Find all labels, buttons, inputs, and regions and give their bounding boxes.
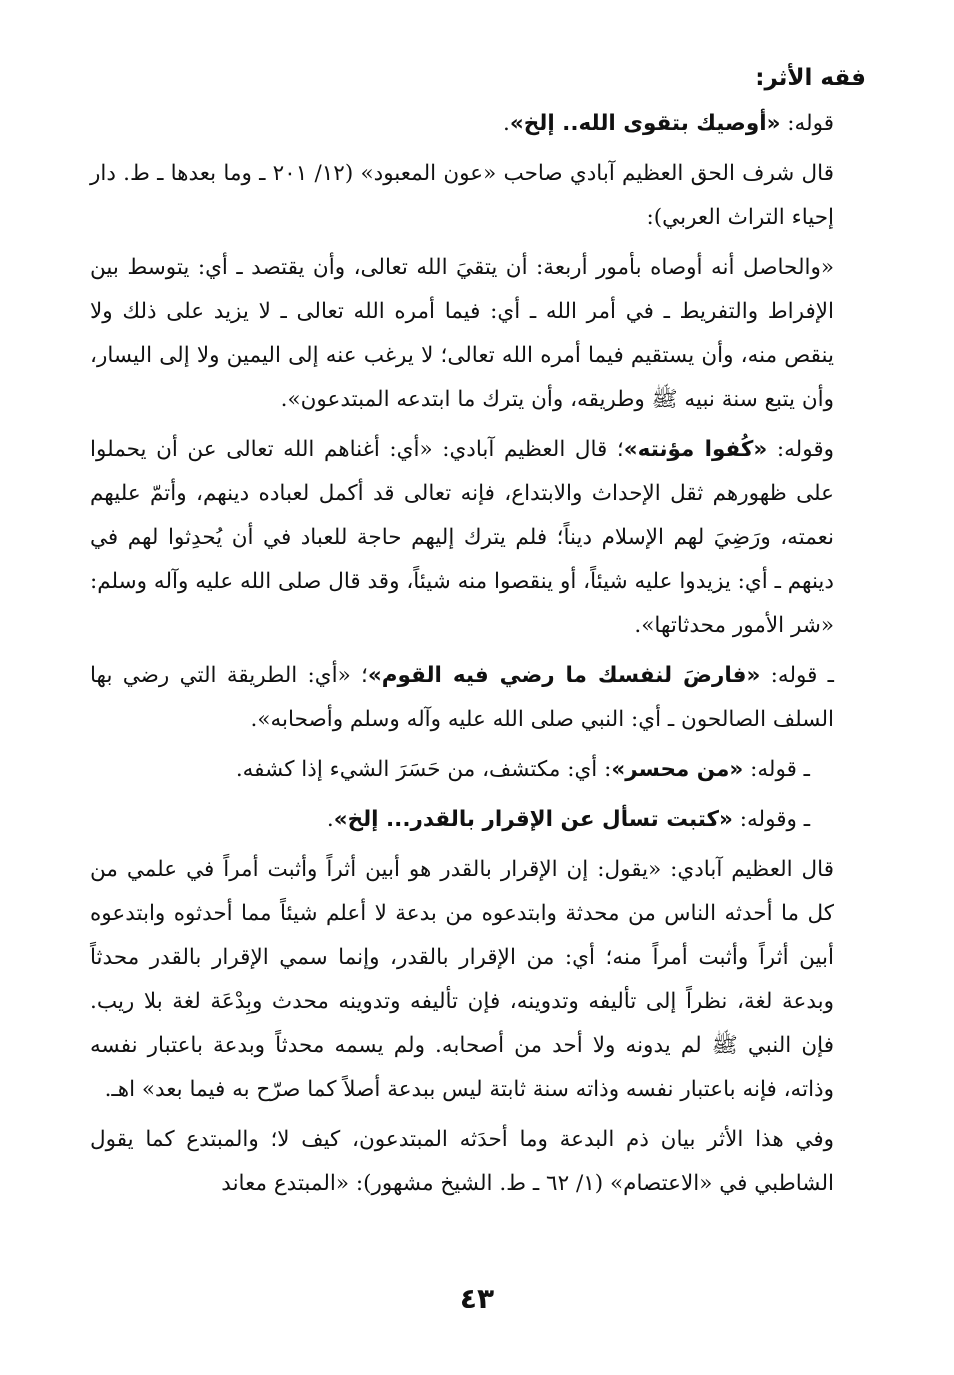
paragraph-7-quote: «كتبت تسأل عن الإقرار بالقدر... إلخ» bbox=[333, 807, 733, 832]
paragraph-1 bbox=[90, 102, 866, 146]
paragraph-5-quote: «فارضَ لنفسك ما رضي فيه القوم» bbox=[367, 663, 761, 688]
paragraph-7-tail: . bbox=[326, 807, 334, 832]
paragraph-7 bbox=[90, 798, 866, 842]
paragraph-6-tail: : أي: مكتشف، من حَسَرَ الشيء إذا كشفه. bbox=[235, 757, 612, 782]
paragraph-1-quote: «أوصيك بتقوى الله.. إلخ» bbox=[509, 111, 781, 136]
section-heading: فقه الأثر: bbox=[755, 65, 866, 91]
paragraph-4-quote: «كُفوا مؤنته» bbox=[623, 437, 768, 462]
paragraph-6 bbox=[90, 748, 866, 792]
paragraph-6-lead: ـ قوله: bbox=[743, 757, 810, 782]
paragraph-4-lead: وقوله: bbox=[767, 437, 834, 462]
paragraph-6-quote: «من محسر» bbox=[611, 757, 744, 782]
paragraph-9: وفي هذا الأثر بيان ذم البدعة وما أحدَثه المبتدعون، كيف لا؛ والمبتدع كما يقول الشاطبي في «الاعتصام» (١/ ٦٢ ـ ط. الشيخ مشهور): «المبتدع معاند bbox=[90, 1127, 834, 1196]
paragraph-5 bbox=[90, 654, 866, 742]
paragraph-4-tail: ؛ قال العظيم آبادي: «أي: أغناهم الله تعالى عن أن يحملوا على ظهورهم ثقل الإحداث والابتداع، فإنه تعالى قد أكمل لعباده دينهم، وأتمّ عليهم نعمته، ورَضِيَ لهم الإسلام ديناً؛ فلم يترك إليهم حاجة للعباد في أن يُحدِثوا لهم في دينهم ـ أي: يزيدوا عليه شيئاً، أو ينقصوا منه شيئاً، وقد قال صلى الله عليه وآله وسلم: «شر الأمور محدثاتها». bbox=[90, 437, 834, 638]
paragraph-7-lead: ـ وقوله: bbox=[732, 807, 810, 832]
paragraph-8: قال العظيم آبادي: «يقول: إن الإقرار بالقدر هو أبين أثراً وأثبت أمراً في علمي من كل ما أحدثه الناس من محدثة وابتدعوه من بدعة لا أعلم شيئاً مما أحدثوه وابتدعوه أبين أثراً وأثبت أمراً منه؛ أي: من الإقرار بالقدر، وإنما سمي الإقرار بالقدر محدثاً وبدعة لغة، نظراً إلى تأليفه وتدوينه، فإن تأليفه وتدوينه محدث وبِدْعَة لغة بلا ريب. فإن النبي ﷺ لم يدونه ولا أحد من أصحابه. ولم يسمه محدثاً وبدعة باعتبار نفسه وذاته، فإنه باعتبار نفسه وذاته سنة ثابتة ليس ببدعة أصلاً كما صرّح به فيما بعد» اهـ. bbox=[90, 857, 834, 1102]
page-number: ٤٣ bbox=[459, 1282, 495, 1315]
paragraph-1-tail: . bbox=[503, 111, 510, 136]
paragraph-5-lead: ـ قوله: bbox=[760, 663, 834, 688]
paragraph-5-tail: ؛ «أي: الطريقة التي رضي بها السلف الصالحون ـ أي: النبي صلى الله عليه وآله وسلم وأصحابه». bbox=[90, 663, 834, 732]
paragraph-1-lead: قوله: bbox=[780, 111, 834, 136]
paragraph-2: قال شرف الحق العظيم آبادي صاحب «عون المعبود» (١٢/ ٢٠١ ـ وما بعدها ـ ط. دار إحياء التراث العربي): bbox=[90, 161, 835, 230]
paragraph-3: «والحاصل أنه أوصاه بأمور أربعة: أن يتقيَ الله تعالى، وأن يقتصد ـ أي: يتوسط بين الإفراط والتفريط ـ في أمر الله ـ أي: فيما أمره الله تعالى ـ لا يزيد على ذلك ولا ينقص منه، وأن يستقيم فيما أمره الله تعالى؛ لا يرغب عنه إلى اليمين ولا إلى اليسار، وأن يتبع سنة نبيه ﷺ وطريقه، وأن يترك ما ابتدعه المبتدعون». bbox=[90, 255, 834, 412]
paragraph-4 bbox=[90, 428, 866, 648]
